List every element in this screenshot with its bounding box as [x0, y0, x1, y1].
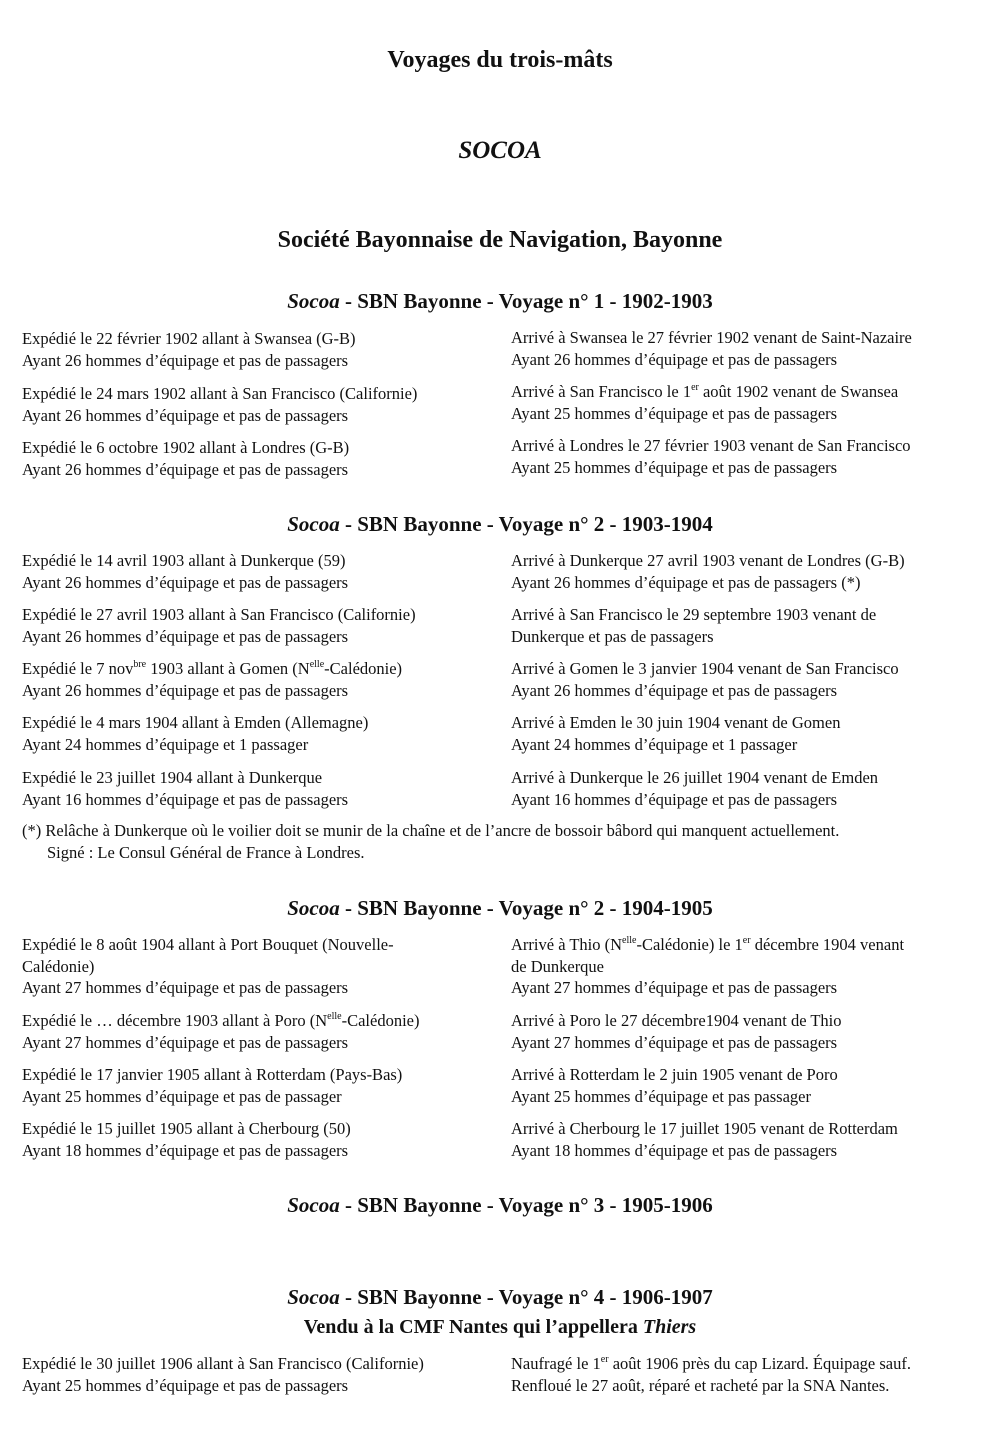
- arrival-entry: Arrivé à Gomen le 3 janvier 1904 venant de San Francisco Ayant 26 hommes d’équipage et pas de passagers: [511, 659, 899, 700]
- departure-entry: Expédié le 7 nov$^{bre}$ 1903 allant à Gomen $(N^{elle}-Calédonie)$ Ayant 26 hommes d’équipage et pas de passagers: [22, 659, 403, 700]
- voyage-heading-1: Socoa - SBN Bayonne - Voyage n° 1 - 1902-1903: [287, 289, 713, 313]
- departure-entry: Expédié le 22 février 1902 allant à Swansea (G-B) Ayant 26 hommes d’équipage et pas de passagers: [22, 329, 356, 370]
- footnote-signature: Signé : Le Consul Général de France à Londres.: [47, 843, 365, 862]
- departure-entry: Expédié le 14 avril 1903 allant à Dunkerque (59) Ayant 26 hommes d’équipage et pas de passagers: [22, 551, 349, 592]
- arrival-entry: Arrivé à Dunkerque le 26 juillet 1904 venant de Emden Ayant 16 hommes d’équipage et pas de passagers: [511, 768, 879, 809]
- company-name: Société Bayonnaise de Navigation, Bayonne: [277, 227, 723, 253]
- arrival-entry: Arrivé à Rotterdam le 2 juin 1905 venant de Poro Ayant 25 hommes d’équipage et pas passager: [511, 1065, 838, 1106]
- arrival-entry: Arrivé à Thio $(N^{elle}-Calédonie)$ le 1er décembre 1904 venant de Dunkerque Ayant 27 hommes d’équipage et pas de passagers: [511, 935, 905, 997]
- departure-entry: Expédié le 6 octobre 1902 allant à Londres (G-B) Ayant 26 hommes d’équipage et pas de passagers: [22, 438, 350, 479]
- departure-entry: Expédié le 30 juillet 1906 allant à San Francisco (Californie) Ayant 25 hommes d’équipage et pas de passagers: [22, 1354, 424, 1395]
- voyage-heading-2: Socoa - SBN Bayonne - Voyage n° 2 - 1903-1904: [287, 512, 713, 536]
- departure-entry: Expédié le 4 mars 1904 allant à Emden (Allemagne) Ayant 24 hommes d’équipage et 1 passager: [22, 713, 369, 754]
- departure-entry: Expédié le 27 avril 1903 allant à San Francisco (Californie) Ayant 26 hommes d’équipage et pas de passagers: [22, 605, 416, 646]
- arrival-entry: Arrivé à Emden le 30 juin 1904 venant de Gomen Ayant 24 hommes d’équipage et 1 passager: [511, 713, 841, 754]
- departure-entry: Expédié le … décembre 1903 allant à Poro $(N^{elle}-Calédonie)$ Ayant 27 hommes d’équipage et pas de passagers: [22, 1011, 420, 1052]
- departure-entry: Expédié le 24 mars 1902 allant à San Francisco (Californie) Ayant 26 hommes d’équipage et pas de passagers: [22, 384, 418, 425]
- arrival-entry: Arrivé à San Francisco le 1er août 1902 venant de Swansea Ayant 25 hommes d’équipage et pas de passagers: [511, 382, 899, 423]
- departure-entry: Expédié le 17 janvier 1905 allant à Rotterdam (Pays-Bas) Ayant 25 hommes d’équipage et pas de passager: [22, 1065, 403, 1106]
- voyage-heading-5: Socoa - SBN Bayonne - Voyage n° 4 - 1906-1907: [287, 1285, 713, 1309]
- arrival-entry: Naufragé le 1er août 1906 près du cap Lizard. Équipage sauf. Renfloué le 27 août, réparé et racheté par la SNA Nantes.: [511, 1354, 911, 1395]
- arrival-entry: Arrivé à San Francisco le 29 septembre 1903 venant de Dunkerque et pas de passagers: [511, 605, 877, 646]
- departure-entry: Expédié le 23 juillet 1904 allant à Dunkerque Ayant 16 hommes d’équipage et pas de passagers: [22, 768, 349, 809]
- departure-entry: Expédié le 8 août 1904 allant à Port Bouquet (Nouvelle- Calédonie) Ayant 27 hommes d’équipage et pas de passagers: [22, 935, 394, 997]
- arrival-entry: Arrivé à Swansea le 27 février 1902 venant de Saint-Nazaire Ayant 26 hommes d’équipage et pas de passagers: [511, 328, 912, 369]
- departure-entry: Expédié le 15 juillet 1905 allant à Cherbourg (50) Ayant 18 hommes d’équipage et pas de passagers: [22, 1119, 351, 1160]
- ship-name: SOCOA: [458, 137, 542, 164]
- arrival-entry: Arrivé à Dunkerque 27 avril 1903 venant de Londres (G-B) Ayant 26 hommes d’équipage et pas de passagers (*): [511, 551, 905, 592]
- arrival-entry: Arrivé à Poro le 27 décembre1904 venant de Thio Ayant 27 hommes d’équipage et pas de passagers: [511, 1011, 842, 1052]
- page-title: Voyages du trois-mâts: [387, 47, 613, 73]
- arrival-entry: Arrivé à Londres le 27 février 1903 venant de San Francisco Ayant 25 hommes d’équipage et pas de passagers: [511, 436, 911, 477]
- arrival-entry: Arrivé à Cherbourg le 17 juillet 1905 venant de Rotterdam Ayant 18 hommes d’équipage et pas de passagers: [511, 1119, 898, 1160]
- footnote: (*) Relâche à Dunkerque où le voilier doit se munir de la chaîne et de l’ancre de bossoir bâbord qui manquent actuellement.: [22, 821, 840, 840]
- sale-note: Vendu à la CMF Nantes qui l’appellera Thiers: [303, 1316, 697, 1338]
- voyage-heading-4: Socoa - SBN Bayonne - Voyage n° 3 - 1905-1906: [287, 1193, 713, 1217]
- voyage-heading-3: Socoa - SBN Bayonne - Voyage n° 2 - 1904-1905: [287, 896, 713, 920]
